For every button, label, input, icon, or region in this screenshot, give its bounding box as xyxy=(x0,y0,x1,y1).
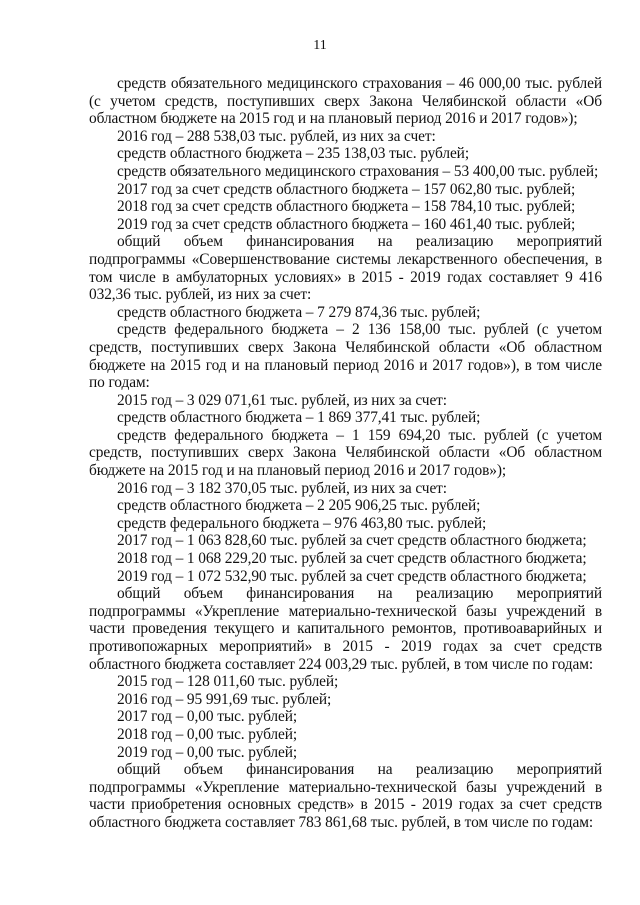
paragraph: 2017 год – 1 063 828,60 тыс. рублей за счет средств областного бюджета; xyxy=(117,532,587,550)
paragraph: 2018 год – 0,00 тыс. рублей; xyxy=(117,725,298,743)
paragraph: 2018 год – 1 068 229,20 тыс. рублей за счет средств областного бюджета; xyxy=(117,550,587,568)
paragraph: средств федерального бюджета – 976 463,80 тыс. рублей; xyxy=(117,514,487,532)
paragraph: 2019 год – 0,00 тыс. рублей; xyxy=(117,743,298,761)
paragraph: 2016 год – 288 538,03 тыс. рублей, из них за счет: xyxy=(117,127,436,145)
paragraph: 2019 год за счет средств областного бюджета – 160 461,40 тыс. рублей; xyxy=(117,215,576,233)
paragraph: 2019 год – 1 072 532,90 тыс. рублей за счет средств областного бюджета; xyxy=(117,567,587,585)
document-body xyxy=(89,75,602,832)
paragraph: средств областного бюджета – 1 869 377,41 тыс. рублей; xyxy=(117,409,481,427)
paragraph: общий объем финансирования на реализацию мероприятий подпрограммы «Укрепление материально-технической базы учреждений в части проведения текущего и капитального ремонтов, противоаварийных и противопожарных мероприятий» в 2015 - 2019 годах за счет средств областного бюджета составляет 224 003,29 тыс. рублей, в том числе по годам: xyxy=(89,585,602,673)
paragraph: средств обязательного медицинского страхования – 46 000,00 тыс. рублей (с учетом средств, поступивших сверх Закона Челябинской области «Об областном бюджете на 2015 год и на плановый период 2016 и 2017 годов»); xyxy=(89,75,602,128)
paragraph: 2016 год – 95 991,69 тыс. рублей; xyxy=(117,690,332,708)
paragraph: средств федерального бюджета – 1 159 694,20 тыс. рублей (с учетом средств, поступивших сверх Закона Челябинской области «Об областном бюджете на 2015 год и на плановый период 2016 и 2017 годов»); xyxy=(89,426,602,480)
paragraph: общий объем финансирования на реализацию мероприятий подпрограммы «Совершенствование системы лекарственного обеспечения, в том числе в амбулаторных условиях» в 2015 - 2019 годах составляет 9 416 032,36 тыс. рублей, из них за счет: xyxy=(89,233,602,304)
paragraph: средств федерального бюджета – 2 136 158,00 тыс. рублей (с учетом средств, поступивших сверх Закона Челябинской области «Об областном бюджете на 2015 год и на плановый период 2016 и 2017 годов»), в том числе по годам: xyxy=(89,321,602,392)
page-number: 11 xyxy=(313,38,327,53)
paragraph: средств областного бюджета – 235 138,03 тыс. рублей; xyxy=(117,145,469,163)
paragraph: средств областного бюджета – 7 279 874,36 тыс. рублей; xyxy=(117,303,481,321)
paragraph: 2017 год за счет средств областного бюджета – 157 062,80 тыс. рублей; xyxy=(117,180,576,198)
paragraph: 2015 год – 3 029 071,61 тыс. рублей, из них за счет: xyxy=(117,391,447,409)
paragraph: 2017 год – 0,00 тыс. рублей; xyxy=(117,708,298,726)
paragraph: средств обязательного медицинского страхования – 53 400,00 тыс. рублей; xyxy=(117,162,599,180)
paragraph: 2016 год – 3 182 370,05 тыс. рублей, из них за счет: xyxy=(117,479,447,497)
paragraph: общий объем финансирования на реализацию мероприятий подпрограммы «Укрепление материально-технической базы учреждений в части приобретения основных средств» в 2015 - 2019 годах за счет средств областного бюджета составляет 783 861,68 тыс. рублей, в том числе по годам: xyxy=(89,761,602,831)
paragraph: средств областного бюджета – 2 205 906,25 тыс. рублей; xyxy=(117,497,481,515)
paragraph: 2018 год за счет средств областного бюджета – 158 784,10 тыс. рублей; xyxy=(117,198,576,216)
paragraph: 2015 год – 128 011,60 тыс. рублей; xyxy=(117,673,339,691)
